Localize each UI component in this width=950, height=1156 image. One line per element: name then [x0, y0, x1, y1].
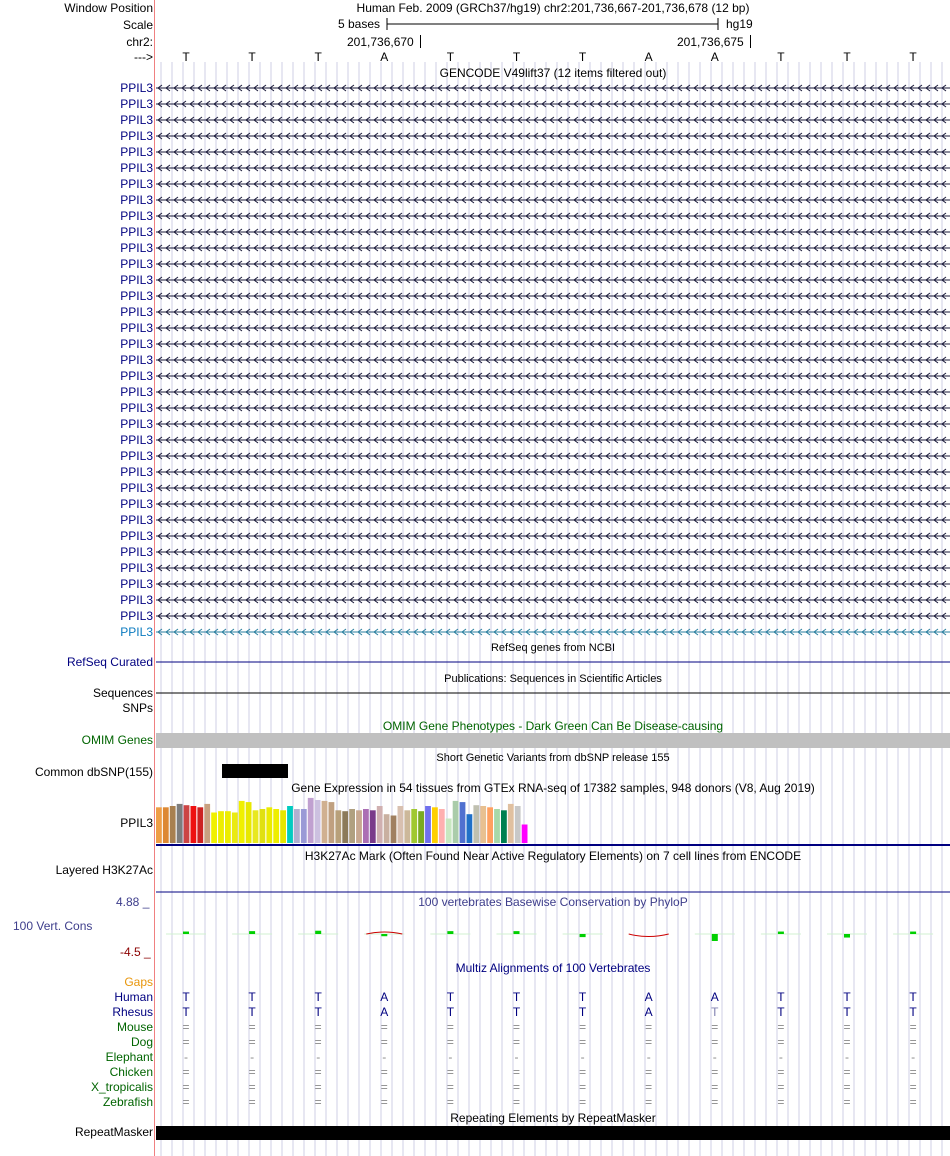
multiz-base: -	[184, 1050, 188, 1064]
gtex-tissue-bar	[273, 809, 279, 843]
sequence-base: T	[248, 50, 256, 64]
multiz-base: T	[314, 1005, 322, 1019]
dbsnp-track-title: Short Genetic Variants from dbSNP release 155	[436, 752, 670, 764]
multiz-base: A	[380, 990, 389, 1004]
gtex-tissue-bar	[294, 809, 300, 843]
repeatmasker-bar	[156, 1126, 950, 1140]
refseq-track-title: RefSeq genes from NCBI	[490, 642, 616, 654]
multiz-base: =	[446, 1020, 454, 1034]
gencode-transcript-label[interactable]: PPIL3	[120, 113, 153, 127]
multiz-base: =	[645, 1095, 653, 1109]
gtex-tissue-bar	[404, 810, 410, 843]
gtex-tissue-bar	[204, 804, 210, 843]
multiz-base: T	[182, 1005, 190, 1019]
multiz-base: =	[314, 1065, 322, 1079]
phylop-positive-bar	[315, 931, 321, 934]
omim-track-title: OMIM Gene Phenotypes - Dark Green Can Be Disease-causing	[382, 719, 724, 733]
multiz-base: T	[512, 1005, 521, 1019]
multiz-base: T	[711, 1005, 719, 1019]
multiz-base: =	[579, 1065, 587, 1079]
gtex-tissue-bar	[239, 801, 245, 843]
phylop-negative-bar	[381, 934, 387, 936]
multiz-base: =	[512, 1020, 520, 1034]
gtex-tissue-bar	[335, 810, 341, 843]
gtex-tissue-bar	[460, 802, 466, 843]
multiz-species-label[interactable]: Rhesus	[112, 1005, 153, 1019]
gtex-tissue-bar	[480, 806, 486, 843]
multiz-base: =	[777, 1065, 785, 1079]
multiz-base: T	[182, 990, 190, 1004]
gtex-tissue-bar	[315, 800, 321, 843]
multiz-base: =	[182, 1020, 190, 1034]
multiz-base: T	[512, 990, 521, 1004]
repeatmasker-track-title: Repeating Elements by RepeatMasker	[450, 1111, 656, 1125]
phylop-positive-bar	[447, 931, 453, 934]
assembly-position-info: Human Feb. 2009 (GRCh37/hg19) chr2:201,736,667-201,736,678 (12 bp)	[356, 1, 750, 15]
multiz-base: -	[250, 1050, 255, 1064]
multiz-base: =	[314, 1020, 322, 1034]
coordinate-tick-1: 201,736,670	[347, 35, 414, 49]
multiz-base: =	[446, 1065, 454, 1079]
refseq-track-label[interactable]: RefSeq Curated	[66, 655, 153, 669]
sequence-base: T	[182, 50, 190, 64]
multiz-base: =	[248, 1035, 256, 1049]
sequence-base: T	[843, 50, 851, 64]
omim-gene-bar	[156, 733, 950, 748]
multiz-base: T	[446, 990, 455, 1004]
gencode-transcript-label[interactable]: PPIL3	[120, 417, 153, 431]
dbsnp-variant-block	[222, 764, 288, 778]
gtex-tissue-bar	[218, 811, 224, 843]
gtex-tissue-bar	[280, 810, 286, 843]
snps-track-label[interactable]: SNPs	[122, 701, 153, 715]
multiz-base: =	[843, 1095, 851, 1109]
multiz-base: -	[778, 1050, 783, 1064]
multiz-base: =	[512, 1095, 520, 1109]
phylop-negative-bar	[712, 934, 718, 941]
multiz-base: =	[248, 1080, 256, 1094]
multiz-species-label[interactable]: Zebrafish	[102, 1095, 153, 1109]
multiz-base: =	[909, 1020, 917, 1034]
multiz-base: T	[578, 1005, 587, 1019]
phylop-positive-bar	[249, 931, 255, 934]
gtex-tissue-bar	[225, 811, 231, 843]
multiz-base: =	[182, 1035, 190, 1049]
gtex-tissue-bar	[377, 806, 383, 843]
gtex-tissue-bar	[370, 810, 376, 843]
multiz-base: =	[579, 1080, 587, 1094]
multiz-base: =	[380, 1080, 388, 1094]
gtex-gene-label[interactable]: PPIL3	[120, 816, 153, 830]
multiz-base: =	[777, 1035, 785, 1049]
gtex-tissue-bar	[425, 806, 431, 843]
gtex-tissue-bar	[184, 805, 190, 843]
multiz-base: =	[512, 1080, 520, 1094]
sequence-base: A	[644, 50, 653, 64]
gencode-transcript-label[interactable]: PPIL3	[120, 321, 153, 335]
multiz-base: =	[711, 1095, 719, 1109]
multiz-base: =	[182, 1095, 190, 1109]
multiz-base: T	[909, 1005, 917, 1019]
gencode-transcript-label[interactable]: PPIL3	[120, 241, 153, 255]
multiz-species-label[interactable]: X_tropicalis	[90, 1080, 153, 1094]
gencode-transcript-label[interactable]: PPIL3	[120, 545, 153, 559]
multiz-base: =	[843, 1035, 851, 1049]
multiz-species-label[interactable]: Human	[114, 990, 153, 1004]
gencode-transcript-label[interactable]: PPIL3	[120, 209, 153, 223]
gtex-tissue-bar	[453, 801, 459, 843]
gtex-tissue-bar	[522, 825, 528, 844]
multiz-base: =	[909, 1065, 917, 1079]
gencode-transcript-label[interactable]: PPIL3	[120, 401, 153, 415]
multiz-base: =	[777, 1020, 785, 1034]
gtex-tissue-bar	[418, 811, 424, 843]
gtex-tissue-bar	[356, 810, 362, 843]
gaps-label: Gaps	[124, 975, 153, 989]
multiz-base: =	[645, 1020, 653, 1034]
gtex-tissue-bar	[384, 814, 390, 843]
multiz-base: =	[909, 1095, 917, 1109]
gencode-transcript-label[interactable]: PPIL3	[120, 273, 153, 287]
gtex-tissue-bar	[287, 806, 293, 843]
multiz-base: =	[380, 1020, 388, 1034]
multiz-base: =	[645, 1035, 653, 1049]
gencode-transcript-label[interactable]: PPIL3	[120, 609, 153, 623]
gtex-tissue-bar	[487, 807, 493, 843]
gtex-tissue-bar	[191, 806, 197, 843]
gtex-tissue-bar	[260, 809, 266, 843]
gtex-tissue-bar	[342, 811, 348, 843]
multiz-base: -	[316, 1050, 321, 1064]
gtex-tissue-bar	[329, 802, 335, 843]
gencode-transcript-label[interactable]: PPIL3	[120, 449, 153, 463]
phylop-negative-curve	[629, 934, 669, 937]
multiz-base: =	[512, 1065, 520, 1079]
gencode-transcript-label[interactable]: PPIL3	[120, 529, 153, 543]
gencode-transcript-label[interactable]: PPIL3	[120, 577, 153, 591]
gencode-transcript-label[interactable]: PPIL3	[120, 353, 153, 367]
gtex-tissue-bar	[501, 810, 507, 843]
gtex-tissue-bar	[232, 813, 238, 844]
gtex-tissue-bar	[197, 807, 203, 843]
multiz-base: =	[645, 1080, 653, 1094]
sequence-base: T	[446, 50, 455, 64]
multiz-base: =	[579, 1020, 587, 1034]
multiz-base: =	[909, 1035, 917, 1049]
gencode-transcript-label[interactable]: PPIL3	[120, 161, 153, 175]
multiz-base: =	[248, 1065, 256, 1079]
publications-track-title: Publications: Sequences in Scientific Articles	[444, 673, 662, 685]
multiz-base: =	[380, 1035, 388, 1049]
multiz-base: =	[711, 1020, 719, 1034]
gencode-transcript-label[interactable]: PPIL3	[120, 145, 153, 159]
gtex-tissue-bar	[163, 807, 169, 843]
multiz-base: A	[380, 1005, 389, 1019]
gtex-tissue-bar	[473, 805, 479, 843]
multiz-base: =	[446, 1080, 454, 1094]
coordinate-tick-2: 201,736,675	[677, 35, 744, 49]
phylop-min-label: -4.5 _	[120, 945, 151, 959]
multiz-base: =	[314, 1095, 322, 1109]
gencode-transcript-label[interactable]: PPIL3	[120, 385, 153, 399]
multiz-base: =	[182, 1080, 190, 1094]
multiz-base: T	[446, 1005, 455, 1019]
multiz-species-label[interactable]: Dog	[130, 1035, 153, 1049]
gencode-transcript-label[interactable]: PPIL3	[120, 289, 153, 303]
multiz-base: -	[911, 1050, 916, 1064]
phylop-positive-bar	[514, 931, 520, 934]
gencode-transcript-label[interactable]: PPIL3	[120, 257, 153, 271]
multiz-base: T	[314, 990, 322, 1004]
multiz-species-label[interactable]: Mouse	[116, 1020, 153, 1034]
gencode-transcript-label[interactable]: PPIL3	[120, 337, 153, 351]
multiz-base: =	[579, 1035, 587, 1049]
multiz-base: =	[777, 1095, 785, 1109]
phylop-positive-bar	[910, 932, 916, 934]
gtex-tissue-bar	[398, 806, 404, 843]
multiz-base: =	[446, 1095, 454, 1109]
multiz-base: =	[711, 1035, 719, 1049]
multiz-track-title: Multiz Alignments of 100 Vertebrates	[455, 961, 651, 975]
gencode-transcript-label[interactable]: PPIL3	[120, 305, 153, 319]
multiz-base: A	[644, 990, 653, 1004]
multiz-base: =	[314, 1080, 322, 1094]
sequence-base: T	[314, 50, 322, 64]
gtex-tissue-bar	[349, 809, 355, 843]
gencode-transcript-label[interactable]: PPIL3	[120, 225, 153, 239]
gencode-transcript-label[interactable]: PPIL3	[120, 193, 153, 207]
gencode-transcript-label[interactable]: PPIL3	[120, 625, 153, 639]
multiz-base: T	[248, 990, 256, 1004]
gencode-transcript-label[interactable]: PPIL3	[120, 481, 153, 495]
multiz-base: -	[382, 1050, 387, 1064]
strand-label: --->	[134, 50, 153, 64]
gtex-tissue-bar	[322, 801, 328, 843]
sequence-base: T	[909, 50, 917, 64]
scale-bar-text: 5 bases	[338, 17, 381, 31]
publications-track-label[interactable]: Sequences	[92, 686, 153, 700]
multiz-base: =	[843, 1065, 851, 1079]
multiz-base: =	[909, 1080, 917, 1094]
gtex-tissue-bar	[432, 807, 438, 843]
gtex-tissue-bar	[211, 813, 217, 844]
gencode-transcript-label[interactable]: PPIL3	[120, 561, 153, 575]
gencode-transcript-label[interactable]: PPIL3	[120, 369, 153, 383]
phylop-negative-bar	[844, 934, 850, 938]
multiz-base: =	[645, 1065, 653, 1079]
gtex-tissue-bar	[170, 806, 176, 843]
gencode-transcript-label[interactable]: PPIL3	[120, 129, 153, 143]
multiz-base: -	[580, 1050, 585, 1064]
gtex-tissue-bar	[266, 807, 272, 843]
phylop-track-title: 100 vertebrates Basewise Conservation by PhyloP	[418, 895, 688, 909]
phylop-positive-bar	[778, 932, 784, 934]
gtex-tissue-bar	[508, 804, 514, 843]
multiz-base: T	[909, 990, 917, 1004]
gtex-tissue-bar	[446, 819, 452, 844]
gtex-tissue-bar	[246, 802, 252, 843]
gtex-tissue-bar	[515, 806, 521, 843]
multiz-base: =	[843, 1020, 851, 1034]
multiz-base: T	[843, 990, 851, 1004]
scale-db-label: hg19	[726, 17, 753, 31]
multiz-base: -	[514, 1050, 519, 1064]
multiz-base: =	[777, 1080, 785, 1094]
phylop-positive-bar	[183, 932, 189, 934]
gtex-tissue-bar	[494, 809, 500, 843]
gencode-transcript-label[interactable]: PPIL3	[120, 513, 153, 527]
multiz-base: T	[248, 1005, 256, 1019]
phylop-max-label: 4.88 _	[116, 895, 150, 909]
multiz-base: =	[380, 1095, 388, 1109]
multiz-base: =	[579, 1095, 587, 1109]
multiz-base: =	[711, 1080, 719, 1094]
dbsnp-track-label[interactable]: Common dbSNP(155)	[34, 765, 153, 779]
gtex-tissue-bar	[439, 809, 445, 843]
multiz-base: =	[248, 1020, 256, 1034]
sequence-base: T	[578, 50, 587, 64]
h3k27ac-track-title: H3K27Ac Mark (Often Found Near Active Regulatory Elements) on 7 cell lines from ENCODE	[304, 849, 802, 863]
gtex-tissue-bar	[177, 804, 183, 843]
phylop-track-label[interactable]: 100 Vert. Cons	[13, 919, 93, 933]
multiz-base: -	[712, 1050, 717, 1064]
gencode-transcript-label[interactable]: PPIL3	[120, 593, 153, 607]
multiz-base: -	[646, 1050, 651, 1064]
multiz-base: =	[314, 1035, 322, 1049]
scale-label: Scale	[122, 18, 153, 32]
window-position-label: Window Position	[64, 1, 153, 15]
sequence-base: A	[710, 50, 719, 64]
gtex-tissue-bar	[411, 809, 417, 843]
gtex-tissue-bar	[308, 798, 314, 843]
multiz-base: =	[711, 1065, 719, 1079]
gencode-transcript-label[interactable]: PPIL3	[120, 497, 153, 511]
gtex-tissue-bar	[156, 807, 162, 843]
gtex-track-title: Gene Expression in 54 tissues from GTEx RNA-seq of 17382 samples, 948 donors (V8, Aug 2019)	[291, 781, 815, 795]
multiz-base: =	[182, 1065, 190, 1079]
multiz-base: =	[446, 1035, 454, 1049]
multiz-base: T	[578, 990, 587, 1004]
gtex-tissue-bar	[301, 809, 307, 843]
gtex-tissue-bar	[391, 816, 397, 844]
multiz-base: T	[777, 990, 785, 1004]
gencode-transcript-label[interactable]: PPIL3	[120, 433, 153, 447]
multiz-base: =	[380, 1065, 388, 1079]
multiz-base: A	[710, 990, 719, 1004]
multiz-base: =	[843, 1080, 851, 1094]
multiz-base: A	[644, 1005, 653, 1019]
h3k27ac-track-label[interactable]: Layered H3K27Ac	[55, 863, 153, 877]
gencode-transcript-label[interactable]: PPIL3	[120, 465, 153, 479]
gencode-transcript-label[interactable]: PPIL3	[120, 81, 153, 95]
gencode-transcript-label[interactable]: PPIL3	[120, 97, 153, 111]
omim-track-label[interactable]: OMIM Genes	[81, 733, 153, 747]
repeatmasker-track-label[interactable]: RepeatMasker	[74, 1125, 153, 1139]
chrom-label: chr2:	[126, 35, 153, 49]
multiz-base: =	[248, 1095, 256, 1109]
sequence-base: T	[512, 50, 521, 64]
multiz-species-label[interactable]: Elephant	[105, 1050, 153, 1064]
gtex-tissue-bar	[467, 814, 473, 843]
phylop-negative-bar	[580, 934, 586, 937]
gtex-tissue-bar	[253, 810, 259, 843]
sequence-base: A	[380, 50, 389, 64]
gencode-track-title: GENCODE V49lift37 (12 items filtered out)	[439, 66, 667, 80]
multiz-base: T	[777, 1005, 785, 1019]
gtex-tissue-bar	[363, 809, 369, 843]
multiz-base: -	[845, 1050, 849, 1064]
gencode-transcript-label[interactable]: PPIL3	[120, 177, 153, 191]
sequence-base: T	[777, 50, 785, 64]
multiz-base: -	[448, 1050, 453, 1064]
multiz-species-label[interactable]: Chicken	[109, 1065, 153, 1079]
multiz-base: T	[843, 1005, 851, 1019]
multiz-base: =	[512, 1035, 520, 1049]
